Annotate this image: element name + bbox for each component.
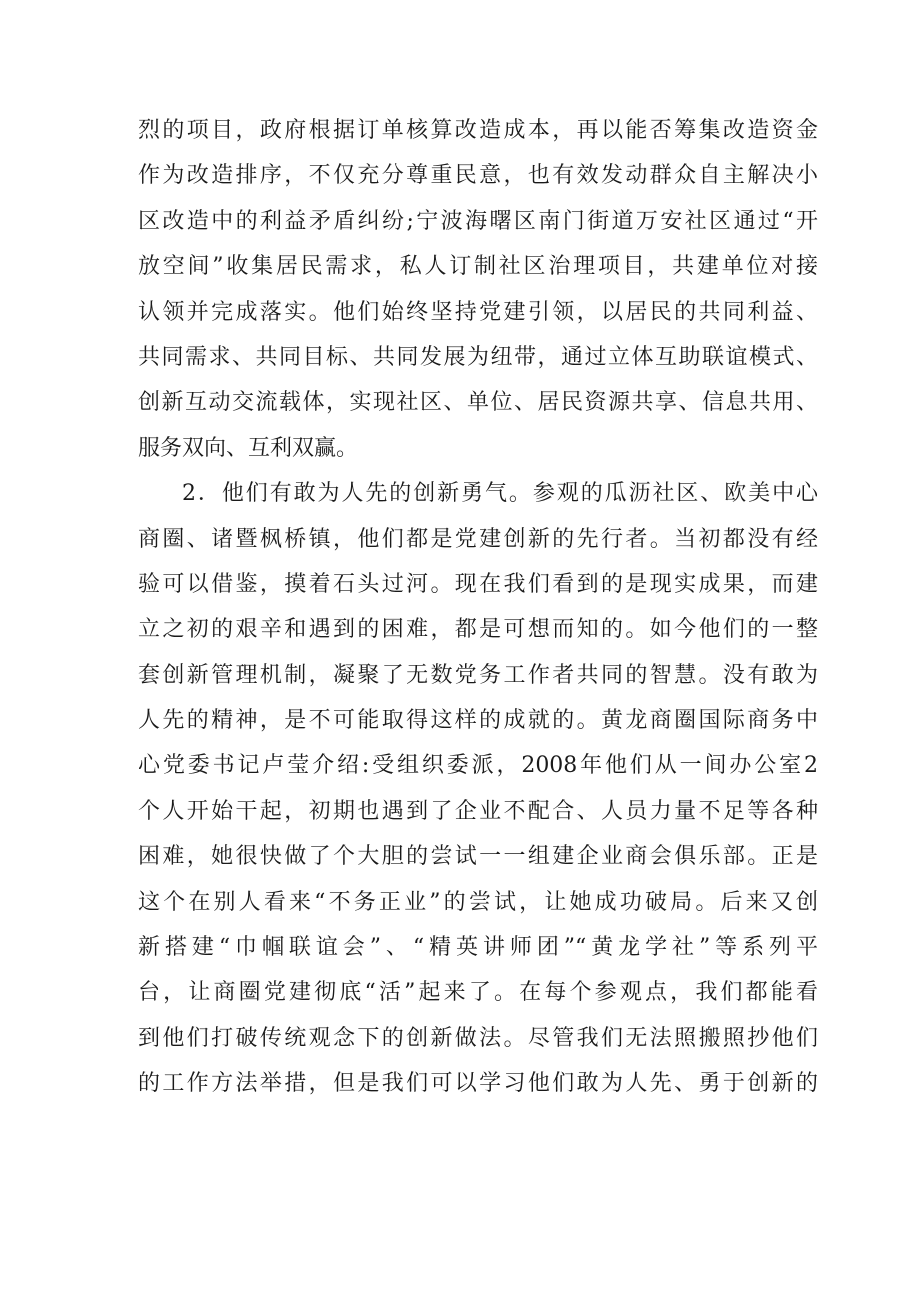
text-line: 认领并完成落实。他们始终坚持党建引领，以居民的共同利益、 — [138, 299, 818, 325]
paragraph-start-line: 2．他们有敢为人先的创新勇气。参观的瓜沥社区、欧美中心 — [182, 481, 818, 507]
text-line: 心党委书记卢莹介绍:受组织委派，2008年他们从一间办公室2 — [138, 753, 818, 779]
text-line: 服务双向、互利双赢。 — [138, 435, 359, 461]
text-line: 共同需求、共同目标、共同发展为纽带，通过立体互助联谊模式、 — [138, 344, 818, 370]
text-line: 作为改造排序，不仅充分尊重民意，也有效发动群众自主解决小 — [138, 163, 818, 189]
text-line: 烈的项目，政府根据订单核算改造成本，再以能否筹集改造资金 — [138, 118, 818, 143]
text-line: 困难，她很快做了个大胆的尝试一一组建企业商会俱乐部。正是 — [138, 844, 818, 870]
text-line: 区改造中的利益矛盾纠纷;宁波海曙区南门街道万安社区通过“开 — [138, 208, 818, 234]
text-line: 套创新管理机制，凝聚了无数党务工作者共同的智慧。没有敢为 — [138, 662, 818, 688]
text-line: 个人开始干起，初期也遇到了企业不配合、人员力量不足等各种 — [138, 798, 818, 824]
text-line: 放空间”收集居民需求，私人订制社区治理项目，共建单位对接 — [138, 254, 818, 280]
text-line: 商圈、诸暨枫桥镇，他们都是党建创新的先行者。当初都没有经 — [138, 526, 818, 552]
text-line: 验可以借鉴，摸着石头过河。现在我们看到的是现实成果，而建 — [138, 571, 818, 597]
text-line: 新搭建“巾帼联谊会”、“精英讲师团”“黄龙学社”等系列平 — [138, 935, 818, 961]
text-line: 的工作方法举措，但是我们可以学习他们敢为人先、勇于创新的 — [138, 1071, 818, 1097]
text-line: 台，让商圈党建彻底“活”起来了。在每个参观点，我们都能看 — [138, 980, 818, 1006]
text-line: 到他们打破传统观念下的创新做法。尽管我们无法照搬照抄他们 — [138, 1025, 818, 1051]
text-line: 这个在别人看来“不务正业”的尝试，让她成功破局。后来又创 — [138, 889, 818, 915]
body-text — [138, 108, 818, 1107]
text-line: 创新互动交流载体，实现社区、单位、居民资源共享、信息共用、 — [138, 390, 818, 416]
text-line: 立之初的艰辛和遇到的困难，都是可想而知的。如今他们的一整 — [138, 617, 818, 643]
text-line: 人先的精神，是不可能取得这样的成就的。黄龙商圈国际商务中 — [138, 708, 818, 734]
